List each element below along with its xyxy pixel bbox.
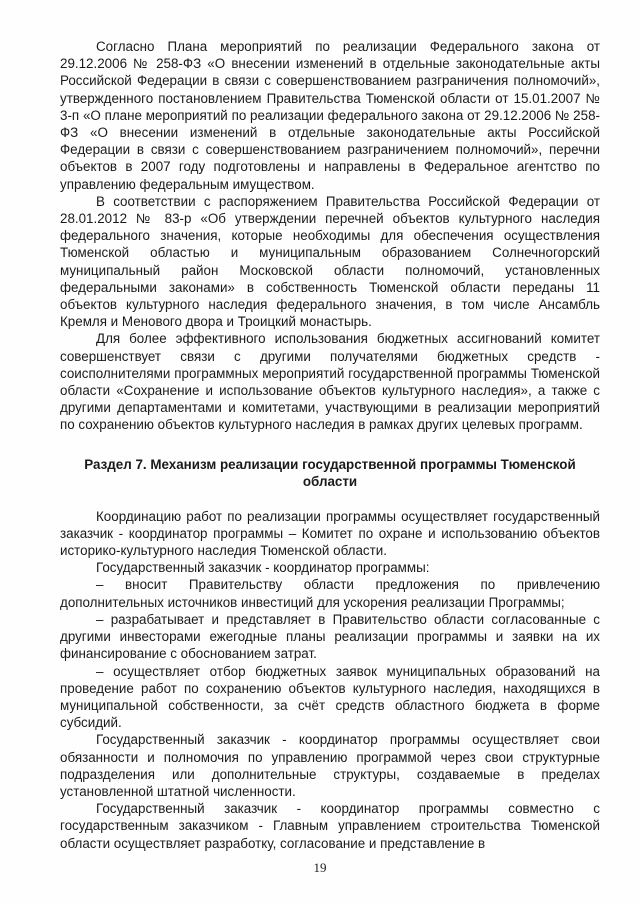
section-7-heading: Раздел 7. Механизм реализации государственной программы Тюменской области [84,456,576,489]
paragraph-coordination: Координацию работ по реализации программы осуществляет государственный заказчик - координатор программы – Комитет по охране и использованию объектов историко-культурного наследия Тюменской области. [60,508,600,559]
paragraph-coordinator-intro: Государственный заказчик - координатор программы: [96,560,430,576]
paragraph-duties: Государственный заказчик - координатор программы осуществляет свои обязанности и полномочия по управлению программой через свои структурные подразделения или дополнительные структуры, создаваемые в пределах установленной штатной численности. [60,732,600,799]
paragraph-budget-efficiency: Для более эффективного использования бюджетных ассигнований комитет совершенствует связи с другими получателями бюджетных средств - соисполнителями программных мероприятий государственной программы Тюменской области «Сохранение и использование объектов культурного наследия», а также с другими департаментами и комитетами, участвующими в реализации мероприятий по сохранению объектов культурного наследия в рамках других целевых программ. [60,331,600,433]
paragraph-government-order: В соответствии с распоряжением Правительства Российской Федерации от 28.01.2012 № 83-р «Об утверждении перечней объектов культурного наследия федерального значения, которые необходимы для обеспечения осуществления Тюменской областью и муниципальным образованием Солнечногорский муниципальный район Московской области полномочий, установленных федеральными законами» в собственность Тюменской области переданы 11 объектов культурного наследия федерального значения, в том числе Ансамбль Кремля и Менового двора и Троицкий монастырь. [60,193,600,330]
list-item-budget-selection: – осуществляет отбор бюджетных заявок муниципальных образований на проведение работ по сохранению объектов культурного наследия, находящихся в муниципальной собственности, за счёт средств областного бюджета в форме субсидий. [60,663,600,731]
page-number: 19 [313,860,327,875]
paragraph-joint-work: Государственный заказчик - координатор программы совместно с государственным заказчиком - Главным управлением строительства Тюменской области осуществляет разработку, согласование и представление в [60,801,600,851]
list-item-annual-plans: – разрабатывает и представляет в Правительство области согласованные с другими инвесторами ежегодные планы реализации программы и заявки на их финансирование с обоснованием затрат. [60,611,600,662]
paragraph-federal-law-plan: Согласно Плана мероприятий по реализации Федерального закона от 29.12.2006 № 258-ФЗ «О внесении изменений в отдельные законодательные акты Российской Федерации в связи с совершенствованием разграничения полномочий», утвержденного постановлением Правительства Тюменской области от 15.01.2007 № 3-п «О плане мероприятий по реализации федерального закона от 29.12.2006 № 258-ФЗ «О внесении изменений в отдельные законодательные акты Российской Федерации в связи с совершенствованием разграничением полномочий», перечни объектов в 2007 году подготовлены и направлены в Федеральное агентство по управлению федеральным имуществом. [60,39,600,192]
page-content [60,38,600,852]
list-item-proposals: – вносит Правительству области предложения по привлечению дополнительных источников инвестиций для ускорения реализации Программы; [60,577,600,610]
